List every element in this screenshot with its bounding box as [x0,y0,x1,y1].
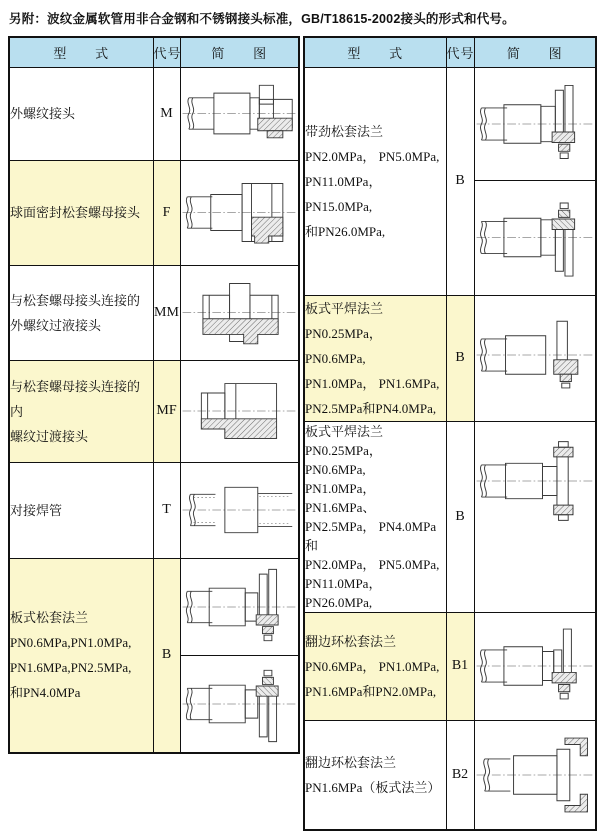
fitting-type-line: 和PN26.0MPa, [305,223,386,239]
fitting-type-line: 与松套螺母接头连接的 [10,292,141,308]
male-thread-fitting-icon [181,68,299,159]
fitting-type-cell [304,421,446,612]
table-row [9,558,299,753]
fitting-code-cell: B [153,558,180,753]
table-row [304,295,596,421]
fitting-type-line: 翻边环松套法兰 [305,633,397,649]
table-row [304,612,596,720]
header-row [304,37,596,67]
fitting-type-line: PN0.25MPa， PN0.6MPa, [305,442,382,477]
fitting-diagram-cell [180,462,299,558]
diagram-box [475,613,596,719]
fitting-type-line: 翻边环松套法兰 [305,754,397,770]
header-diagram: 简 图 [180,37,299,67]
fitting-code-cell: MM [153,265,180,360]
male-female-adapter-icon [181,361,299,461]
diagram-box [475,721,596,829]
fitting-type-cell [9,67,153,160]
fitting-type-cell [304,720,446,830]
plate-loose-flange-down-icon [181,656,299,752]
fitting-type-cell [9,360,153,462]
diagram-box [475,422,596,540]
fitting-code-cell: B [446,295,474,421]
diagram-box [181,463,299,557]
table-row [9,462,299,558]
fitting-code-cell: MF [153,360,180,462]
diagram-box [181,68,299,159]
table-row [9,360,299,462]
fitting-diagram-cell [474,295,596,421]
fitting-type-line: PN2.0MPa， PN5.0MPa, [305,148,440,164]
fitting-type-line: 外螺纹过液接头 [10,317,102,333]
fitting-code-cell: B2 [446,720,474,830]
plate-loose-flange-up-icon [181,559,299,655]
table-row [304,720,596,830]
header-code: 代号 [153,37,180,67]
fitting-type-line: PN0.6MPa,PN1.0MPa, [10,635,132,651]
fitting-type-line: 对接焊管 [10,502,63,518]
caption: 另附：波纹金属软管用非合金钢和不锈钢接头标准，GB/T18615-2002接头的形式和代号。 [9,12,515,26]
table-row [304,67,596,295]
fitting-code-cell: F [153,160,180,265]
fitting-type-line: PN1.6MPa（板式法兰） [305,779,441,795]
fitting-diagram-cell [180,160,299,265]
table-row [9,67,299,160]
butt-weld-pipe-icon [181,463,299,557]
header-row [9,37,299,67]
fitting-type-line: PN2.5MPa和PN4.0MPa, [305,400,437,416]
fitting-type-cell [304,67,446,295]
fitting-type-line: PN11.0MPa， PN26.0MPa, [305,575,382,610]
fitting-type-line: PN11.0MPa， PN15.0MPa, [305,173,382,214]
fitting-type-line: 球面密封松套螺母接头 [10,205,141,220]
fitting-code-cell: B1 [446,612,474,720]
fitting-type-line: 外螺纹接头 [10,106,76,121]
fitting-type-line: PN1.6MPa,PN2.5MPa, [10,660,132,676]
fitting-diagram-cell [180,558,299,753]
header-type: 型 式 [9,37,153,67]
fitting-type-cell [9,160,153,265]
fitting-diagram-cell [180,265,299,360]
fitting-type-line: 板式松套法兰 [10,610,89,626]
diagram-box [475,68,596,180]
fitting-diagram-cell [474,67,596,295]
fitting-type-cell [9,265,153,360]
fitting-diagram-cell [474,720,596,830]
fitting-type-line: 螺纹过渡接头 [10,428,89,444]
fitting-code-cell: T [153,462,180,558]
fitting-diagram-cell [180,67,299,160]
table-row [304,421,596,612]
diagram-box [181,361,299,461]
fitting-type-cell [304,612,446,720]
fitting-type-line: 带劲松套法兰 [305,123,384,139]
flanged-ring-plate-flange-icon [475,721,596,829]
diagram-box [475,180,596,294]
necked-loose-flange-down-icon [475,181,596,294]
table-row [9,265,299,360]
fittings-table-right [303,36,597,831]
fitting-type-line: PN2.0MPa， PN5.0MPa, [305,556,440,572]
fitting-type-cell [304,295,446,421]
fitting-type-line: PN0.25MPa， PN0.6MPa, [305,325,382,366]
flanged-ring-loose-flange-icon [475,613,596,719]
fitting-diagram-cell [180,360,299,462]
fitting-type-line: PN1.0MPa， PN1.6MPa、 [305,480,376,515]
fittings-table-left [8,36,300,754]
diagram-box [475,296,596,414]
fitting-code-cell: B [446,421,474,612]
fitting-type-line: PN2.5MPa， PN4.0MPa和 [305,518,437,553]
diagram-box [181,161,299,264]
fitting-type-line: 与松套螺母接头连接的内 [10,378,141,419]
diagram-box [181,655,299,752]
fitting-type-line: PN1.6MPa和PN2.0MPa, [305,683,437,699]
header-type: 型 式 [304,37,446,67]
fitting-code-cell: B [446,67,474,295]
diagram-box [181,266,299,359]
header-code: 代号 [446,37,474,67]
fitting-type-line: PN1.0MPa， PN1.6MPa, [305,375,440,391]
fitting-code-cell: M [153,67,180,160]
fitting-type-cell [9,462,153,558]
plate-weld-flange-icon [475,296,596,414]
fittings-table-group [8,36,592,831]
diagram-box [181,559,299,655]
spherical-loose-nut-fitting-icon [181,161,299,264]
fitting-type-line: 板式平焊法兰 [305,423,384,439]
fitting-type-line: 板式平焊法兰 [305,300,384,316]
fitting-diagram-cell [474,612,596,720]
fitting-diagram-cell [474,421,596,612]
table-row [9,160,299,265]
fitting-type-line: PN0.6MPa， PN1.0MPa, [305,658,440,674]
necked-loose-flange-up-icon [475,68,596,180]
plate-weld-flange-sym-icon [475,422,596,540]
fitting-type-cell [9,558,153,753]
male-male-adapter-icon [181,266,299,359]
fitting-type-line: 和PN4.0MPa [10,685,81,701]
header-diagram: 简 图 [474,37,596,67]
